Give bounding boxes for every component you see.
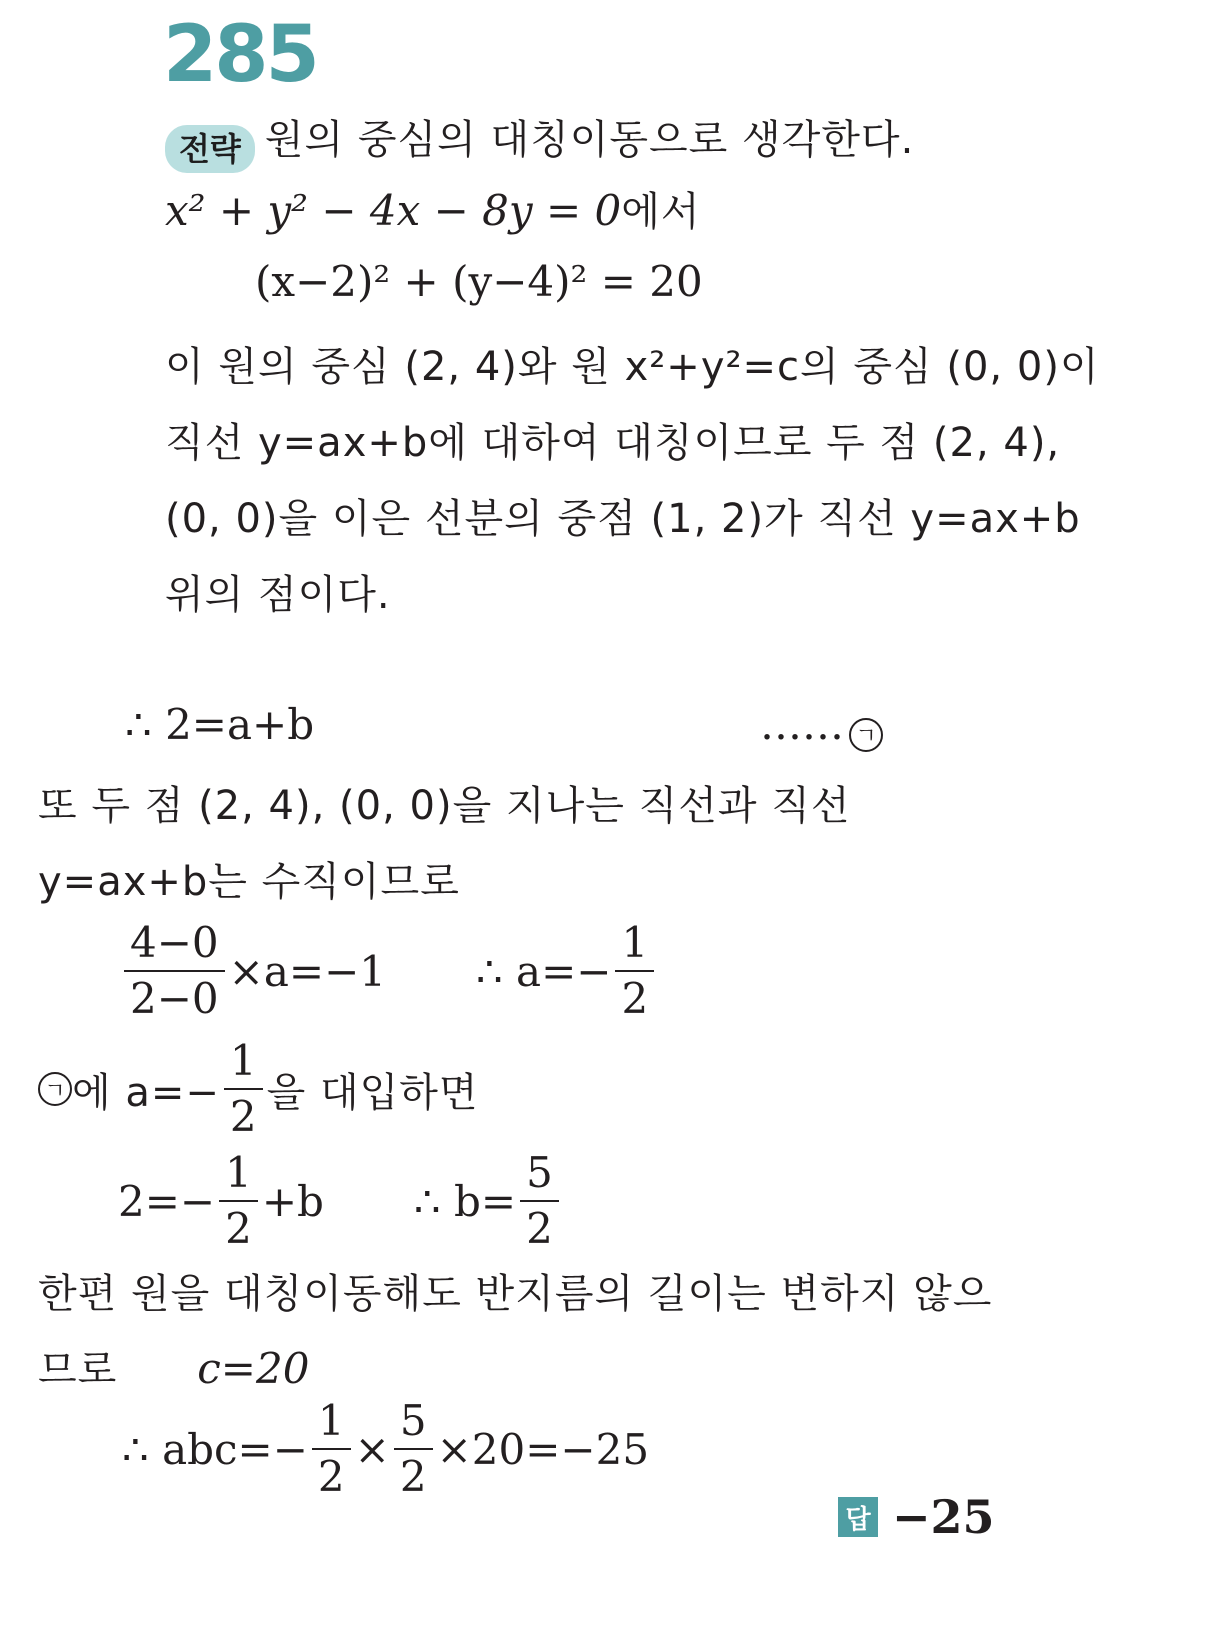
half-fraction: $\frac{1}{2}$: [224, 1040, 263, 1138]
strategy-badge: 전략: [165, 125, 255, 173]
half-fraction: $\frac{1}{2}$: [219, 1152, 258, 1250]
five-halves-fraction: $\frac{5}{2}$: [394, 1400, 433, 1498]
substitution-suffix: 을 대입하면: [266, 1069, 479, 1116]
leader-dots: ……: [760, 700, 844, 749]
equation-circle-general: x² + y² − 4x − 8y = 0: [165, 186, 622, 235]
half-fraction: $\frac{1}{2}$: [312, 1400, 351, 1498]
text-line-4: 직선 y=ax+b에 대하여 대칭이므로 두 점 (2, 4),: [165, 420, 1061, 466]
text-line-7: 또 두 점 (2, 4), (0, 0)을 지나는 직선과 직선: [38, 783, 851, 829]
equation-circle-standard: (x−2)² + (y−4)² = 20: [255, 257, 703, 306]
problem-number: 285: [163, 10, 317, 100]
equation-1-tag: [760, 700, 883, 752]
line-1-suffix: 에서: [621, 189, 701, 235]
circled-mark: ㄱ: [38, 1072, 72, 1106]
slope-equation: [120, 918, 658, 1023]
strategy-text: 원의 중심의 대칭이동으로 생각한다.: [264, 117, 915, 163]
substitution-mid: 에 a=−: [72, 1069, 220, 1116]
text-line-8: y=ax+b는 수직이므로: [38, 859, 460, 905]
strategy-line: [165, 108, 914, 173]
five-halves-fraction: $\frac{5}{2}$: [520, 1152, 559, 1250]
substitution-line: [38, 1036, 479, 1141]
text-line-5: (0, 0)을 이은 선분의 중점 (1, 2)가 직선 y=ax+b: [165, 496, 1081, 542]
equation-3: 2=− $\frac{1}{2}$ +b ∴ b= $\frac{5}{2}$: [118, 1152, 563, 1250]
final-equation: ∴ abc=− $\frac{1}{2}$ × $\frac{5}{2}$ ×20=−25: [122, 1396, 650, 1501]
equation-1: ∴ 2=a+b: [125, 700, 315, 749]
slope-rest: ×a=−1: [228, 946, 386, 996]
text-line-10: 한편 원을 대칭이동해도 반지름의 길이는 변하지 않으: [38, 1271, 993, 1317]
text-line-6: 위의 점이다.: [165, 572, 391, 618]
answer: [838, 1490, 995, 1544]
slope-fraction: $\frac{4-0}{2-0}$: [124, 922, 225, 1020]
radius-equation: c=20: [197, 1344, 310, 1393]
line-1: [165, 180, 701, 237]
answer-label: 답: [838, 1497, 878, 1537]
circled-mark: ㄱ: [849, 718, 883, 752]
half-fraction: $\frac{1}{2}$: [615, 922, 654, 1020]
slope-result: ∴ a=−: [475, 946, 612, 996]
answer-value: −25: [892, 1490, 995, 1544]
b-result: ∴ b=: [413, 1176, 517, 1226]
text-line-3: 이 원의 중심 (2, 4)와 원 x²+y²=c의 중심 (0, 0)이: [165, 344, 1100, 390]
text-line-11: 므로 c=20: [38, 1344, 310, 1393]
